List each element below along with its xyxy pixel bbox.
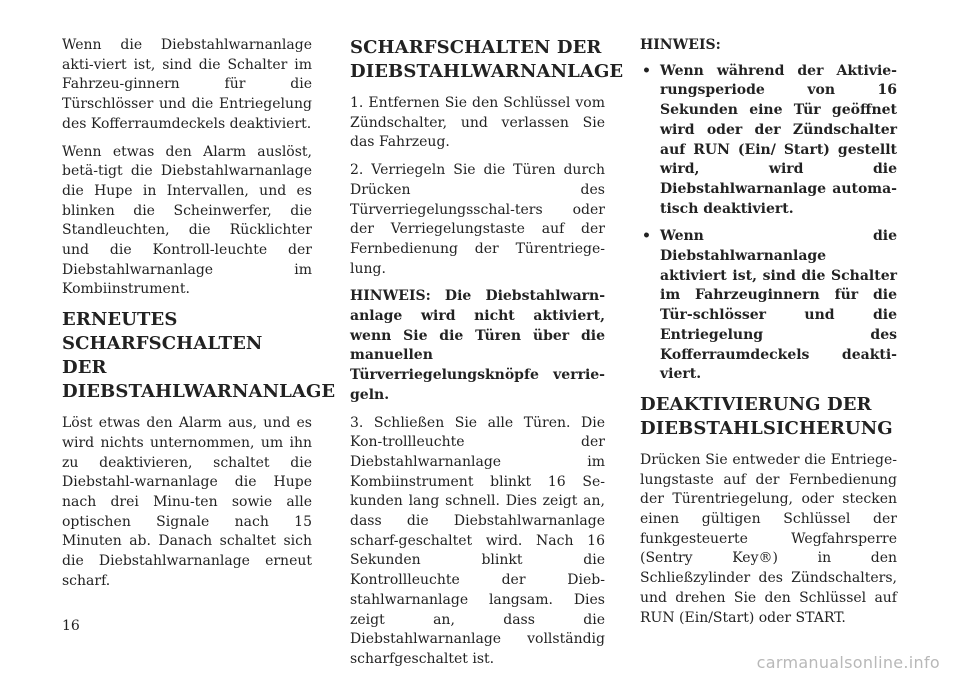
bullet-icon: • [642, 62, 651, 79]
paragraph-rearm: Löst etwas den Alarm aus, und es wird nichts unternommen, um ihn zu deaktivieren, schaltet die Diebstahl-warnanlage die Hupe nach drei Minu-ten sowie alle optischen Signale nach 15 Minuten ab. Danach schaltet sich die Diebstahlwarnanlage erneut scharf. [62, 415, 312, 589]
step-3: 3. Schließen Sie alle Türen. Die Kon-trollleuchte der Diebstahlwarnanlage im Kombiinstrument blinkt 16 Se-kunden lang schnell. Dies zeigt an, dass die Diebstahlwarnanlage scharf-geschaltet wird. Nach 16 Sekunden blinkt die Kontrollleuchte der Dieb-stahlwarnanlage langsam. Dies zeigt an, dass die Diebstahlwarnanlage vollständig scharfgeschaltet ist. [350, 414, 605, 667]
page-number: 16 [62, 618, 80, 634]
paragraph-alarm-active: Wenn die Diebstahlwarnanlage akti-viert ist, sind die Schalter im Fahrzeu-ginnern für die Türschlösser und die Entriegelung des Kofferraumdeckels deaktiviert. [62, 37, 312, 132]
step-2: 2. Verriegeln Sie die Türen durch Drücken des Türverriegelungsschal-ters oder der Verriegelungstaste auf der Fernbedienung der Türentriege-lung. [350, 162, 605, 277]
note-label: HINWEIS: [640, 37, 721, 53]
column-left [62, 36, 336, 599]
watermark: carmanualsonline.info [756, 653, 940, 672]
heading-rearm: ERNEUTES SCHARFSCHALTEN DER DIEBSTAHLWARNANLAGE [62, 309, 336, 403]
column-middle [350, 36, 624, 678]
bullet-text: Wenn die Diebstahlwarnanlage aktiviert ist, sind die Schalter im Fahrzeuginnern für die Tür-schlösser und die Entriegelung des Kofferraumdeckels deakti-viert. [660, 228, 897, 383]
heading-arm: SCHARFSCHALTEN DER DIEBSTAHLWARNANLAGE [350, 37, 624, 82]
column-right [640, 36, 897, 636]
paragraph-alarm-triggered: Wenn etwas den Alarm auslöst, betä-tigt die Diebstahlwarnanlage die Hupe in Intervallen, und es blinken die Scheinwerfer, die Standleuchten, die Rücklichter und die Kontroll-leuchte der Diebstahlwarnanlage im Kombiinstrument. [62, 143, 312, 298]
note-bullet-list [640, 62, 897, 385]
bullet-icon: • [642, 228, 651, 245]
bullet-text: Wenn während der Aktivie-rungsperiode von 16 Sekunden eine Tür geöffnet wird oder der Zündschalter auf RUN (Ein/ Start) gestellt wird, wird die Diebstahlwarnanlage automa-tisch deaktiviert. [660, 62, 897, 217]
heading-disarm: DEAKTIVIERUNG DER DIEBSTAHLSICHERUNG [640, 393, 893, 439]
list-item [640, 62, 897, 220]
paragraph-disarm: Drücken Sie entweder die Entriege-lungstaste auf der Fernbedienung der Türentriegelung, oder stecken einen gültigen Schlüssel der funkgesteuerte Wegfahrsperre (Sentry Key®) in den Schließzylinder des Zündschalters, und drehen Sie den Schlüssel auf RUN (Ein/Start) oder START. [640, 451, 897, 626]
note-manual-lock: HINWEIS: Die Diebstahlwarn-anlage wird nicht aktiviert, wenn Sie die Türen über die manuellen Türverriegelungsknöpfe verrie-geln. [350, 288, 605, 403]
list-item [640, 227, 897, 385]
step-1: 1. Entfernen Sie den Schlüssel vom Zündschalter, und verlassen Sie das Fahrzeug. [350, 95, 605, 151]
